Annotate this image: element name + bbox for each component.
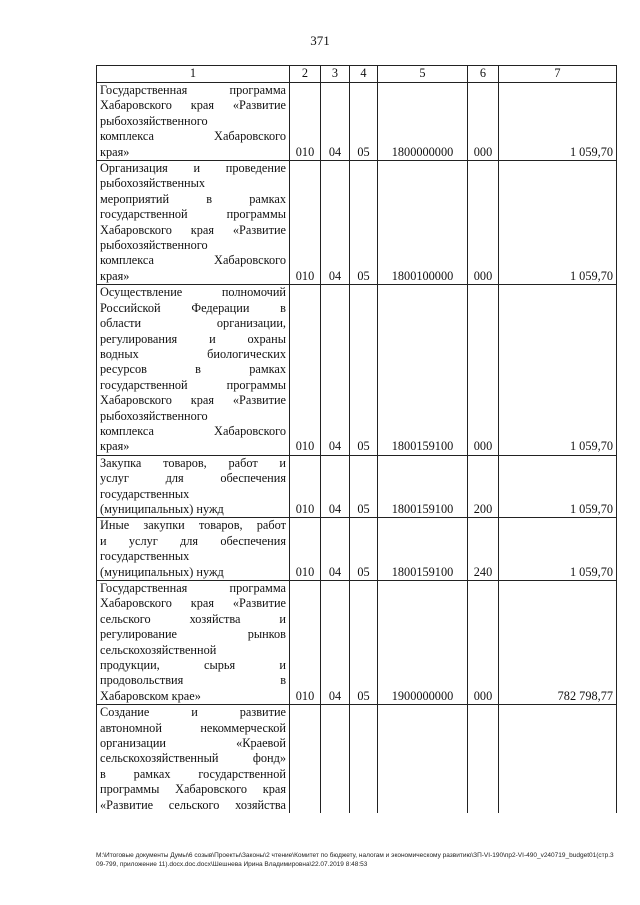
section-code-cell: 04 — [321, 285, 350, 455]
description-line: Создание и развитие — [100, 705, 286, 720]
target-article-cell: 1800159100 — [378, 285, 468, 455]
target-article-cell: 1900000000 — [378, 581, 468, 705]
description-line: регулирования и охраны — [100, 331, 286, 346]
budget-table — [96, 65, 617, 813]
expense-type-cell: 000 — [468, 581, 499, 705]
description-line: комплекса Хабаровского — [100, 253, 286, 268]
description-line: услуг для обеспечения — [100, 471, 286, 486]
target-article-cell: 1800100000 — [378, 161, 468, 285]
description-line: «Развитие сельского хозяйства — [100, 797, 286, 812]
amount-cell: 782 798,77 — [499, 581, 617, 705]
description-line: Хабаровского края «Развитие — [100, 393, 286, 408]
description-line: Хабаровском крае» — [100, 688, 201, 703]
description-line: Хабаровского края «Развитие — [100, 596, 286, 611]
description-line: государственной программы — [100, 207, 286, 222]
document-path-footer: M:\Итоговые документы Думы\6 созыв\Проекты\Законы\2 чтение\Комитет по бюджету, налогам и экономическому развитию\ЗП-VI-190\пр2-VI-490_v240719_budget01(стр.309-799, приложение 11).docx.doc.docx\Шешнева Ирина Владимировна\22.07.2019 8:48:53 — [96, 852, 614, 868]
description-line: (муниципальных) нужд — [100, 501, 224, 516]
description-line: области организации, — [100, 316, 286, 331]
description-line: Хабаровского края «Развитие — [100, 98, 286, 113]
table-row — [97, 161, 617, 285]
expense-type-cell: 240 — [468, 518, 499, 581]
table-row — [97, 705, 617, 813]
description-line: края» — [100, 439, 130, 454]
subsection-code-cell: 05 — [350, 581, 378, 705]
description-line: (муниципальных) нужд — [100, 564, 224, 579]
table-row — [97, 285, 617, 455]
target-article-cell: 1800159100 — [378, 455, 468, 518]
ministry-code-cell: 010 — [290, 83, 321, 161]
subsection-code-cell: 05 — [350, 518, 378, 581]
description-line: государственных — [100, 486, 190, 501]
subsection-code-cell: 05 — [350, 161, 378, 285]
description-line: и услуг для обеспечения — [100, 533, 286, 548]
row-description — [97, 83, 290, 161]
header-cell: 1 — [97, 66, 290, 83]
target-article-cell — [378, 705, 468, 813]
description-line: комплекса Хабаровского — [100, 129, 286, 144]
description-line: рыбохозяйственных — [100, 176, 206, 191]
description-line: ресурсов в рамках — [100, 362, 286, 377]
description-line: государственной программы — [100, 377, 286, 392]
table-header-row — [97, 66, 617, 83]
description-line: рыбохозяйственного — [100, 238, 208, 253]
row-description — [97, 161, 290, 285]
row-description — [97, 581, 290, 705]
description-line: рыбохозяйственного — [100, 408, 208, 423]
description-line: автономной некоммерческой — [100, 720, 286, 735]
section-code-cell: 04 — [321, 161, 350, 285]
header-cell: 5 — [378, 66, 468, 83]
section-code-cell: 04 — [321, 581, 350, 705]
header-cell: 7 — [499, 66, 617, 83]
section-code-cell: 04 — [321, 455, 350, 518]
description-line: продовольствия в — [100, 673, 286, 688]
description-line: края» — [100, 144, 130, 159]
target-article-cell: 1800159100 — [378, 518, 468, 581]
description-line: Российской Федерации в — [100, 300, 286, 315]
ministry-code-cell: 010 — [290, 581, 321, 705]
row-description — [97, 705, 290, 813]
header-cell: 6 — [468, 66, 499, 83]
ministry-code-cell: 010 — [290, 518, 321, 581]
header-cell: 2 — [290, 66, 321, 83]
table-row — [97, 83, 617, 161]
table-row — [97, 455, 617, 518]
description-line: водных биологических — [100, 346, 286, 361]
description-line: регулирование рынков — [100, 627, 286, 642]
description-line: продукции, сырья и — [100, 658, 286, 673]
expense-type-cell: 000 — [468, 285, 499, 455]
description-line: сельскохозяйственной — [100, 642, 217, 657]
row-description — [97, 518, 290, 581]
description-line: рыбохозяйственного — [100, 113, 208, 128]
expense-type-cell: 200 — [468, 455, 499, 518]
ministry-code-cell: 010 — [290, 455, 321, 518]
description-line: сельского хозяйства и — [100, 611, 286, 626]
description-line: Осуществление полномочий — [100, 285, 286, 300]
row-description — [97, 285, 290, 455]
amount-cell: 1 059,70 — [499, 285, 617, 455]
description-line: комплекса Хабаровского — [100, 423, 286, 438]
header-cell: 4 — [350, 66, 378, 83]
section-code-cell: 04 — [321, 83, 350, 161]
description-line: организации «Краевой — [100, 736, 286, 751]
subsection-code-cell: 05 — [350, 285, 378, 455]
description-line: программы Хабаровского края — [100, 782, 286, 797]
description-line: Закупка товаров, работ и — [100, 455, 286, 470]
description-line: сельскохозяйственный фонд» — [100, 751, 286, 766]
row-description — [97, 455, 290, 518]
description-line: государственных — [100, 549, 190, 564]
expense-type-cell: 000 — [468, 83, 499, 161]
header-cell: 3 — [321, 66, 350, 83]
target-article-cell: 1800000000 — [378, 83, 468, 161]
description-line: Иные закупки товаров, работ — [100, 518, 286, 533]
subsection-code-cell — [350, 705, 378, 813]
description-line: Хабаровского края «Развитие — [100, 222, 286, 237]
ministry-code-cell — [290, 705, 321, 813]
description-line: Организация и проведение — [100, 161, 286, 176]
amount-cell: 1 059,70 — [499, 161, 617, 285]
amount-cell — [499, 705, 617, 813]
subsection-code-cell: 05 — [350, 455, 378, 518]
description-line: мероприятий в рамках — [100, 191, 286, 206]
section-code-cell: 04 — [321, 518, 350, 581]
amount-cell: 1 059,70 — [499, 518, 617, 581]
description-line: Государственная программа — [100, 83, 286, 97]
table-row — [97, 581, 617, 705]
expense-type-cell: 000 — [468, 161, 499, 285]
section-code-cell — [321, 705, 350, 813]
amount-cell: 1 059,70 — [499, 455, 617, 518]
page-number: 371 — [310, 33, 330, 48]
table-row — [97, 518, 617, 581]
ministry-code-cell: 010 — [290, 161, 321, 285]
expense-type-cell — [468, 705, 499, 813]
description-line: в рамках государственной — [100, 766, 286, 781]
description-line: края» — [100, 268, 130, 283]
subsection-code-cell: 05 — [350, 83, 378, 161]
ministry-code-cell: 010 — [290, 285, 321, 455]
amount-cell: 1 059,70 — [499, 83, 617, 161]
description-line: Государственная программа — [100, 581, 286, 595]
